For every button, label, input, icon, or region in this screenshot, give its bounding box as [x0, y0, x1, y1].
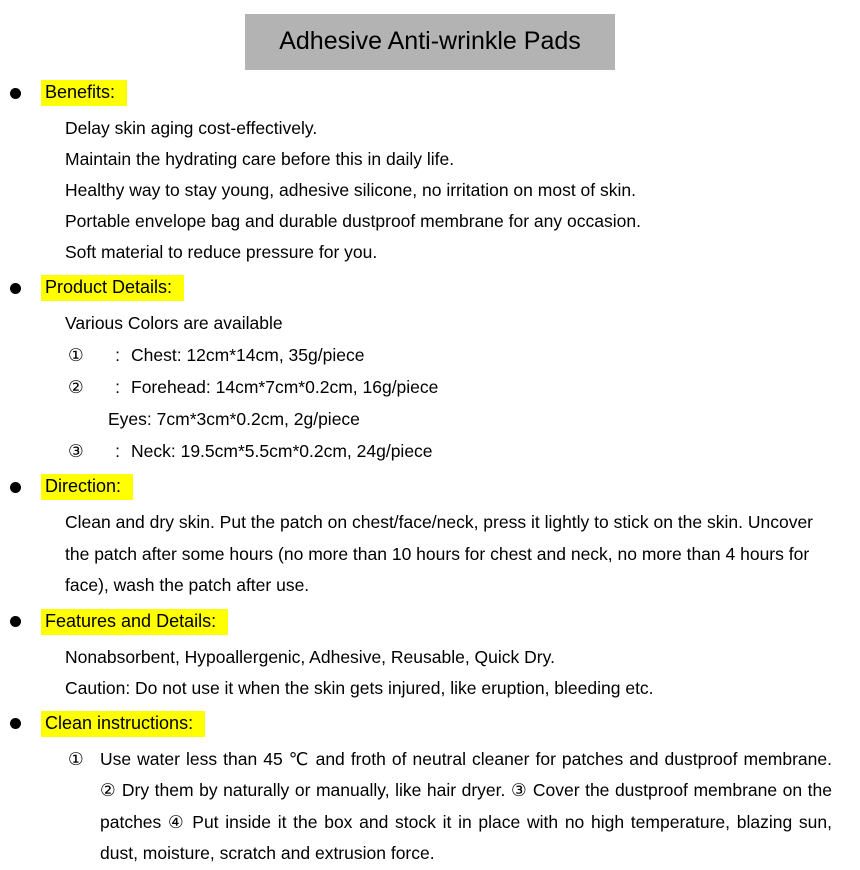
section-features-heading	[0, 609, 860, 635]
section-features-label: Features and Details:	[41, 609, 228, 635]
bullet-icon	[10, 283, 21, 294]
product-item-sub: Eyes: 7cm*3cm*0.2cm, 2g/piece	[108, 409, 360, 429]
product-item	[0, 371, 860, 403]
item-separator: :	[115, 377, 120, 397]
benefits-line: Maintain the hydrating care before this in daily life.	[65, 149, 455, 169]
benefits-line: Delay skin aging cost-effectively.	[65, 118, 318, 138]
benefits-line: Portable envelope bag and durable dustproof membrane for any occasion.	[65, 211, 641, 231]
section-clean-instructions-label: Clean instructions:	[41, 711, 205, 737]
section-product-details-label: Product Details:	[41, 275, 184, 301]
item-number-icon: ①	[68, 748, 84, 769]
bullet-icon	[10, 616, 21, 627]
title-row	[0, 14, 860, 70]
item-number-icon: ③	[68, 441, 84, 461]
item-number-icon: ②	[68, 377, 84, 397]
clean-instructions-paragraph	[0, 744, 860, 870]
section-clean-instructions-heading	[0, 711, 860, 737]
product-item	[0, 339, 860, 371]
features-line: Nonabsorbent, Hypoallergenic, Adhesive, Reusable, Quick Dry.	[65, 646, 555, 667]
direction-paragraph: Clean and dry skin. Put the patch on chest/face/neck, press it lightly to stick on the skin. Uncover the patch after some hours (no more than 10 hours for chest and neck, no more than 4 hours for face), wash the patch after use.	[65, 512, 814, 595]
bullet-icon	[10, 88, 21, 99]
product-details-intro: Various Colors are available	[65, 313, 283, 333]
item-number-icon: ①	[68, 345, 84, 365]
page-title: Adhesive Anti-wrinkle Pads	[245, 14, 615, 70]
section-direction-heading	[0, 474, 860, 500]
product-item-text: Chest: 12cm*14cm, 35g/piece	[131, 345, 365, 365]
product-item-text: Neck: 19.5cm*5.5cm*0.2cm, 24g/piece	[131, 441, 433, 461]
features-line: Caution: Do not use it when the skin gets injured, like eruption, bleeding etc.	[65, 677, 654, 698]
section-benefits-label: Benefits:	[41, 80, 127, 106]
benefits-line: Healthy way to stay young, adhesive silicone, no irritation on most of skin.	[65, 180, 636, 200]
item-separator: :	[115, 345, 120, 365]
section-product-details-heading	[0, 275, 860, 301]
product-item-text: Forehead: 14cm*7cm*0.2cm, 16g/piece	[131, 377, 439, 397]
clean-instructions-text: Use water less than 45 ℃ and froth of neutral cleaner for patches and dustproof membrane. ② Dry them by naturally or manually, like hair dryer. ③ Cover the dustproof membrane on the patches ④ Put inside it the box and stock it in place with no high temperature, blazing sun, dust, moisture, scratch and extrusion force.	[100, 748, 832, 863]
bullet-icon	[10, 482, 21, 493]
section-benefits-heading	[0, 80, 860, 106]
item-separator: :	[115, 441, 120, 461]
benefits-line: Soft material to reduce pressure for you.	[65, 242, 378, 262]
section-direction-label: Direction:	[41, 474, 133, 500]
bullet-icon	[10, 718, 21, 729]
product-item	[0, 435, 860, 467]
